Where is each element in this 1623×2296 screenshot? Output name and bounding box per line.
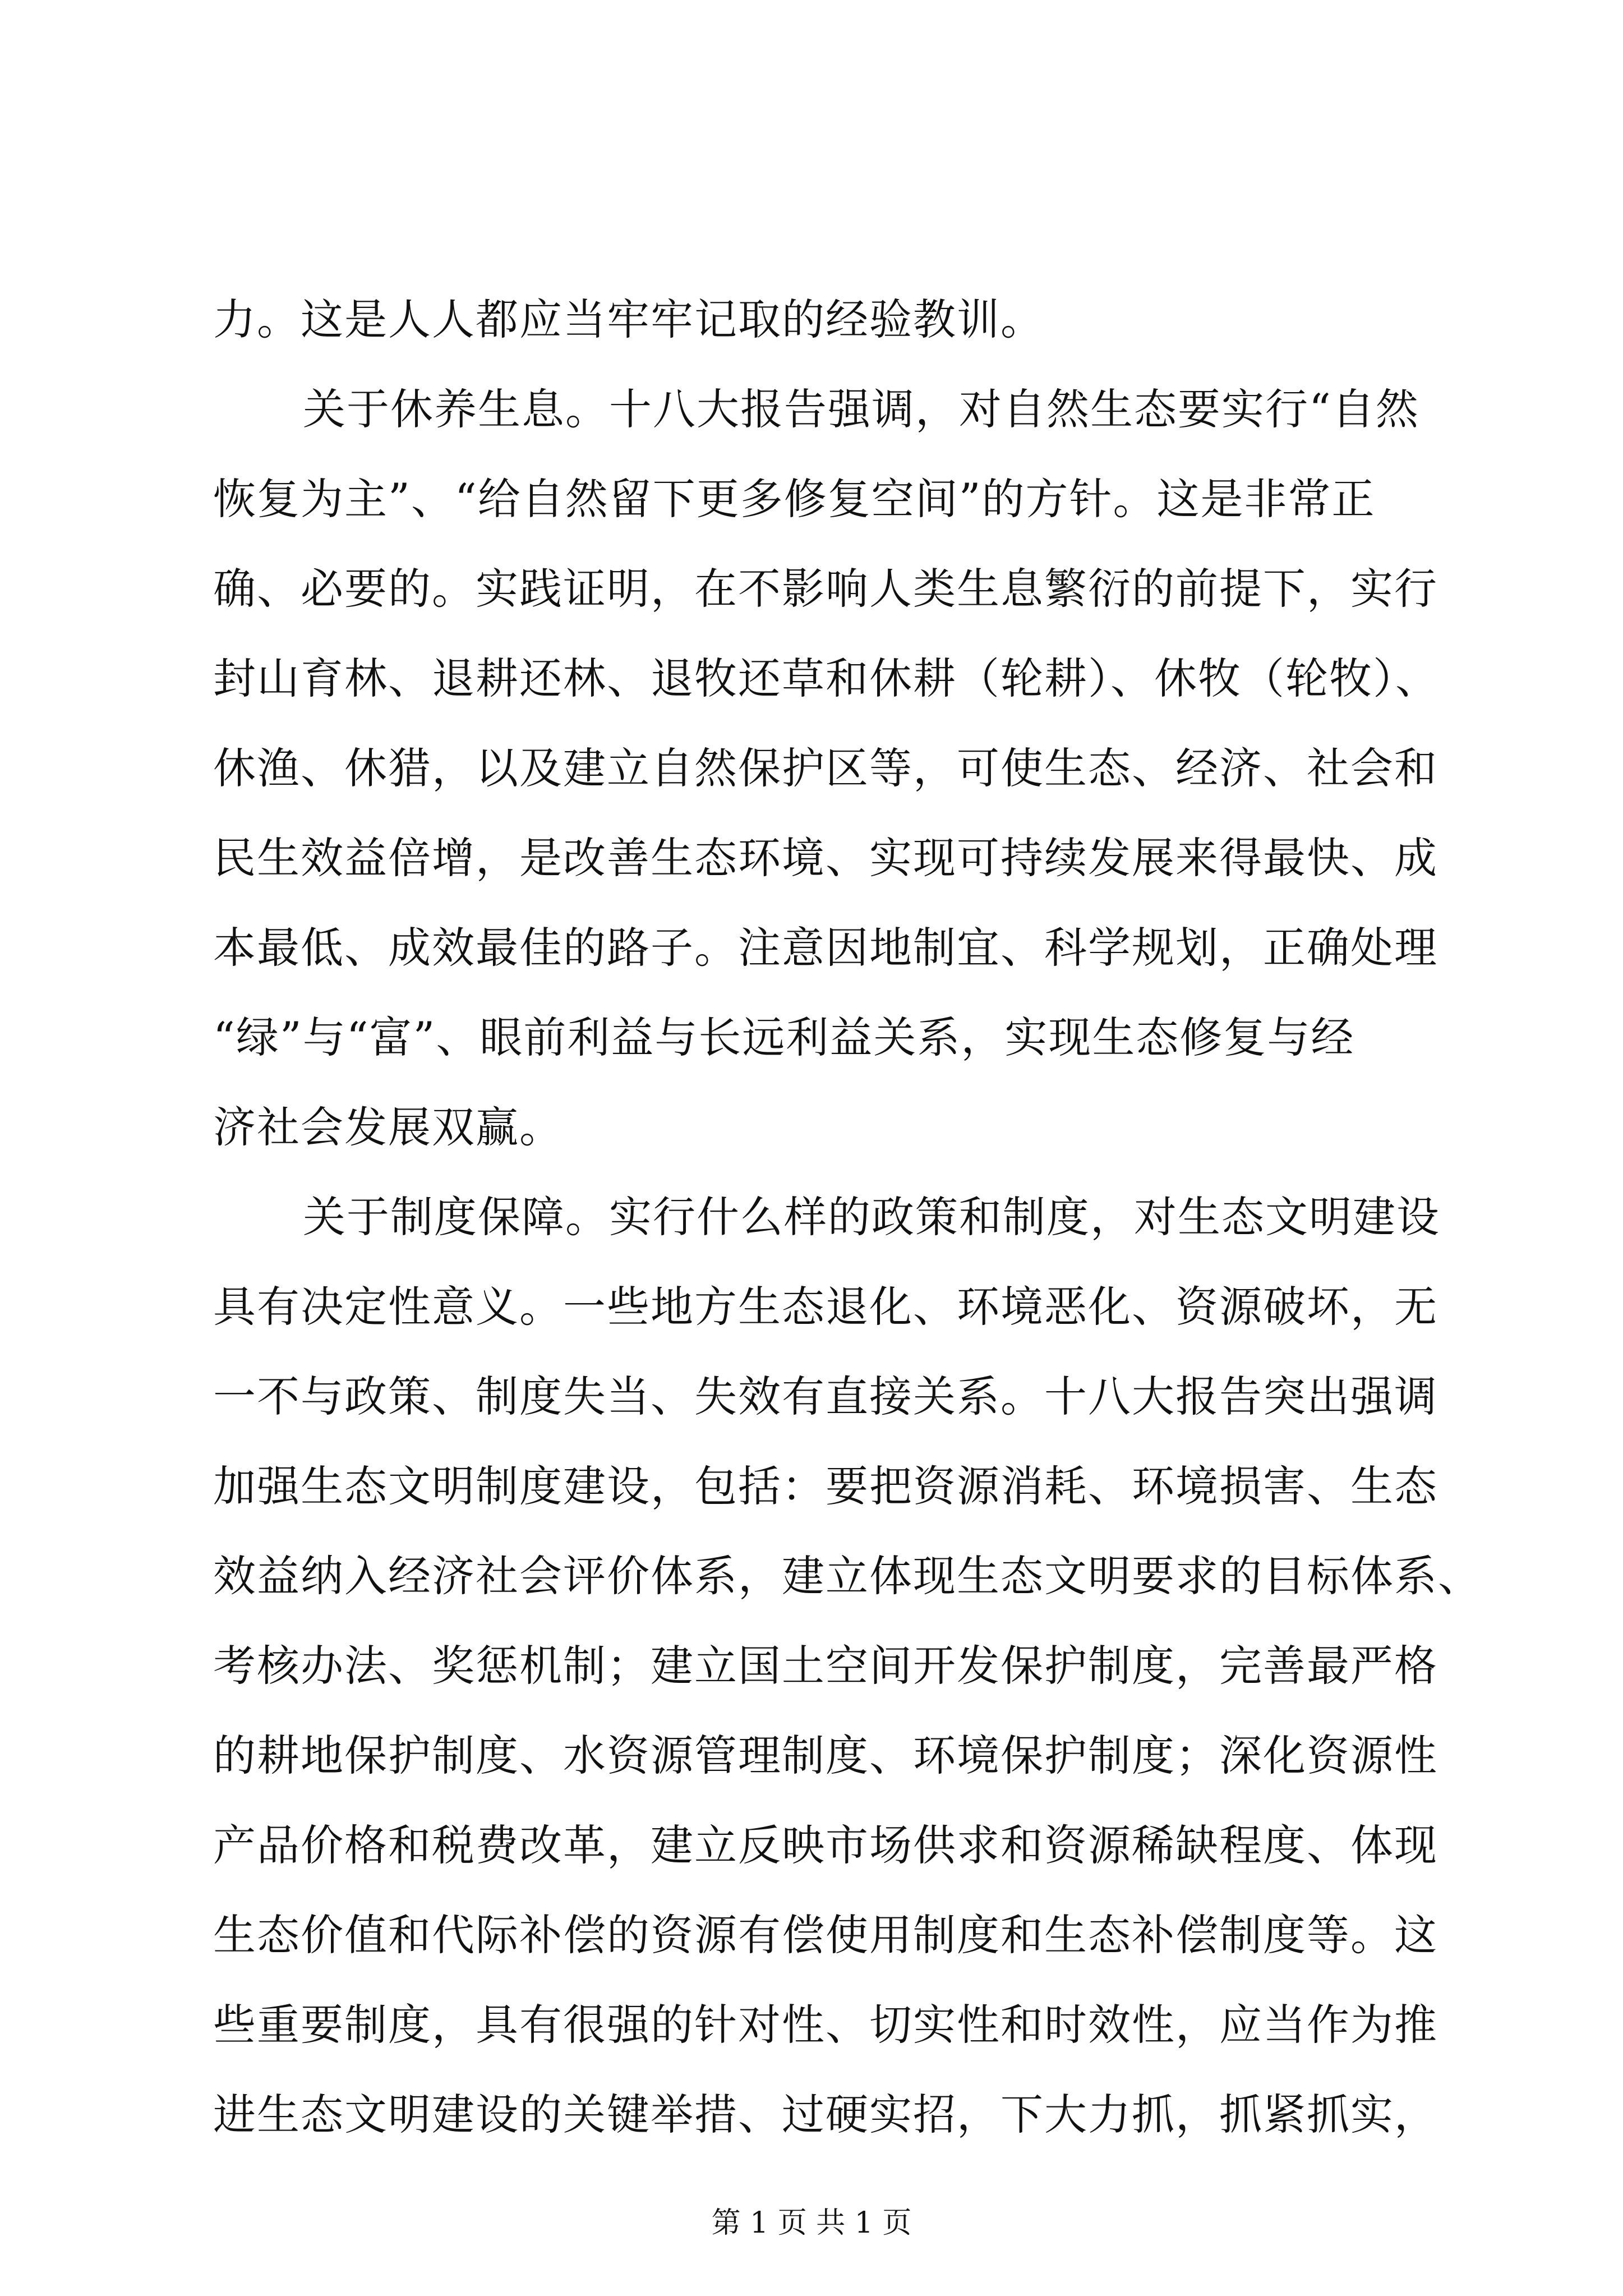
text-line-15: 效益纳入经济社会评价体系，建立体现生态文明要求的目标体系、	[213, 1551, 1482, 1601]
text-line-10: 济社会发展双赢。	[213, 1102, 563, 1152]
text-line-9: “绿”与“富”、眼前利益与长远利益关系，实现生态修复与经	[213, 1013, 1355, 1062]
text-line-4: 确、必要的。实践证明，在不影响人类生息繁衍的前提下，实行	[213, 564, 1438, 614]
text-line-2: 关于休养生息。十八大报告强调，对自然生态要实行“自然	[303, 384, 1419, 434]
text-line-11: 关于制度保障。实行什么样的政策和制度，对生态文明建设	[303, 1192, 1440, 1242]
text-line-5: 封山育林、退耕还林、退牧还草和休耕（轮耕）、休牧（轮牧）、	[213, 654, 1439, 703]
text-line-1: 力。这是人人都应当牢牢记取的经验教训。	[213, 295, 1044, 344]
text-line-12: 具有决定性意义。一些地方生态退化、环境恶化、资源破坏，无	[213, 1282, 1438, 1332]
text-line-8: 本最低、成效最佳的路子。注意因地制宜、科学规划，正确处理	[213, 923, 1438, 973]
text-line-16: 考核办法、奖惩机制；建立国土空间开发保护制度，完善最严格	[213, 1641, 1438, 1691]
text-line-13: 一不与政策、制度失当、失效有直接关系。十八大报告突出强调	[213, 1372, 1438, 1421]
text-line-20: 些重要制度，具有很强的针对性、切实性和时效性，应当作为推	[213, 2000, 1438, 2050]
text-line-7: 民生效益倍增，是改善生态环境、实现可持续发展来得最快、成	[213, 833, 1438, 883]
text-line-21: 进生态文明建设的关键举措、过硬实招，下大力抓，抓紧抓实，	[213, 2090, 1438, 2139]
text-line-14: 加强生态文明制度建设，包括：要把资源消耗、环境损害、生态	[213, 1461, 1438, 1511]
page-number-footer: 第 1 页 共 1 页	[711, 2206, 912, 2240]
text-line-19: 生态价值和代际补偿的资源有偿使用制度和生态补偿制度等。这	[213, 1910, 1438, 1960]
text-line-3: 恢复为主”、“给自然留下更多修复空间”的方针。这是非常正	[213, 474, 1376, 524]
text-line-18: 产品价格和税费改革，建立反映市场供求和资源稀缺程度、体现	[213, 1820, 1438, 1870]
text-line-17: 的耕地保护制度、水资源管理制度、环境保护制度；深化资源性	[213, 1731, 1438, 1780]
text-line-6: 休渔、休猎，以及建立自然保护区等，可使生态、经济、社会和	[213, 743, 1438, 793]
